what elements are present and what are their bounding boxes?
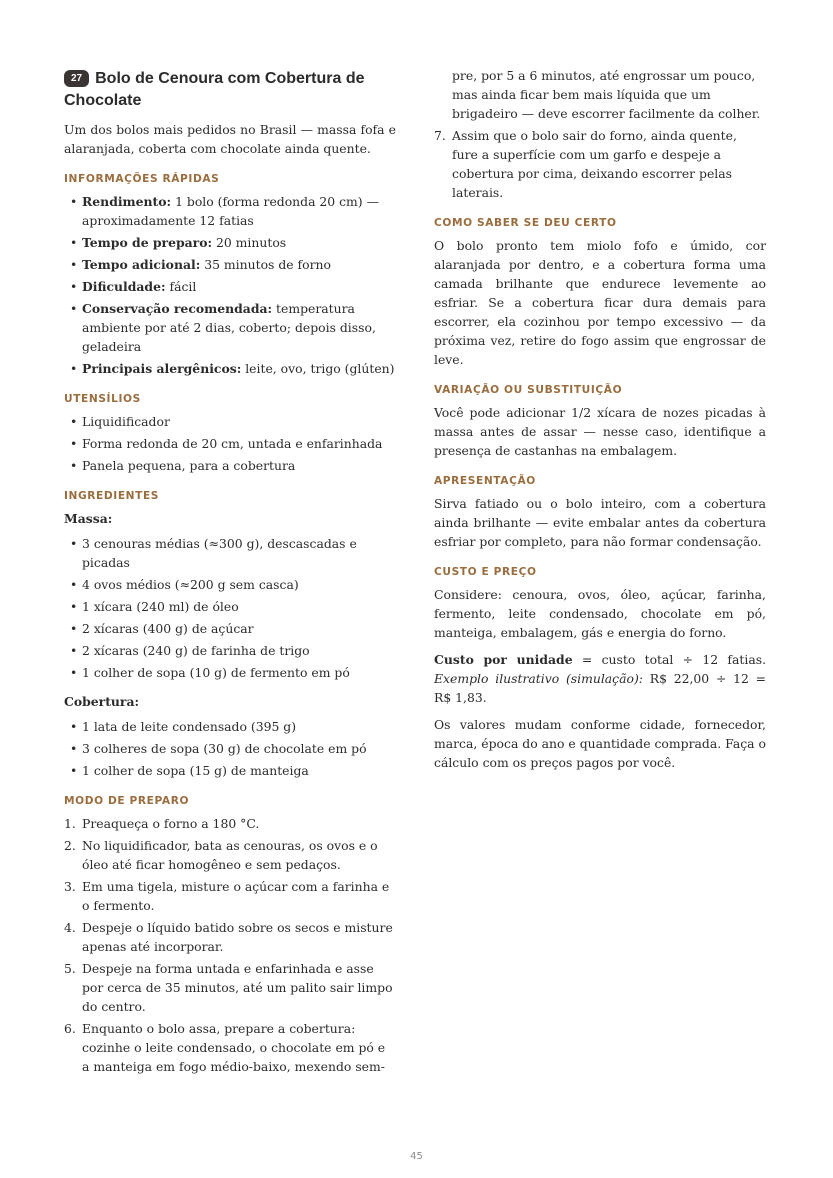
list-item: • Rendimento: 1 bolo (forma redonda 20 cm) — aproximadamente 12 fatias [64,192,396,230]
quick-info-list [64,192,396,378]
list-item: 5. Despeje na forma untada e enfarinhada e asse por cerca de 35 minutos, até um palito sair limpo do centro. [64,961,393,1014]
list-item: 7. Assim que o bolo sair do forno, ainda quente, fure a superfície com um garfo e despeje a cobertura por cima, deixando escorrer pelas laterais. [434,128,737,200]
dough-subheading: Massa: [64,511,113,526]
recipe-intro: Um dos bolos mais pedidos no Brasil — massa fofa e alaranjada, coberta com chocolate ainda quente. [64,122,396,156]
method-steps-list [64,814,396,1076]
list-item: • Conservação recomendada: temperatura ambiente por até 2 dias, coberto; depois disso, geladeira [64,299,396,356]
list-item: • Principais alergênicos: leite, ovo, trigo (glúten) [64,359,396,378]
list-item: • 3 colheres de sopa (30 g) de chocolate em pó [64,739,396,758]
right-column [434,66,766,780]
list-item: • 2 xícaras (400 g) de açúcar [64,619,396,638]
list-item: • 1 lata de leite condensado (395 g) [64,717,396,736]
list-item: • Liquidificador [64,412,396,431]
topping-subheading: Cobertura: [64,694,140,709]
ingredients-heading: INGREDIENTES [64,490,160,502]
list-item: • 2 xícaras (240 g) de farinha de trigo [64,641,396,660]
list-item: 1. Preaqueça o forno a 180 °C. [64,816,260,831]
left-column [64,66,396,1079]
check-heading: COMO SABER SE DEU CERTO [434,217,617,229]
list-item: • Dificuldade: fácil [64,277,396,296]
variation-text: Você pode adicionar 1/2 xícara de nozes picadas à massa antes de assar — nesse caso, identifique a presença de castanhas na embalagem. [434,405,766,458]
cost-formula: Custo por unidade = custo total ÷ 12 fatias. Exemplo ilustrativo (simulação): R$ 22,00 ÷ 12 = R$ 1,83. [434,652,767,705]
list-item: • 1 colher de sopa (10 g) de fermento em pó [64,663,396,682]
topping-list [64,717,396,780]
dough-list [64,534,396,682]
cost-heading: CUSTO E PREÇO [434,566,537,578]
presentation-text: Sirva fatiado ou o bolo inteiro, com a cobertura ainda brilhante — evite embalar antes da cobertura esfriar por completo, para não formar condensação. [434,496,766,549]
presentation-heading: APRESENTAÇÃO [434,475,536,487]
list-item: • 1 xícara (240 ml) de óleo [64,597,396,616]
page-number: 45 [410,1151,423,1162]
recipe-number-badge: 27 [64,70,89,87]
list-item: • 3 cenouras médias (≈300 g), descascadas e picadas [64,534,396,572]
list-item: • Tempo adicional: 35 minutos de forno [64,255,396,274]
list-item: 4. Despeje o líquido batido sobre os secos e misture apenas até incorporar. [64,920,393,954]
list-item: • 1 colher de sopa (15 g) de manteiga [64,761,396,780]
list-item: • 4 ovos médios (≈200 g sem casca) [64,575,396,594]
utensils-heading: UTENSÍLIOS [64,393,141,405]
method-heading: MODO DE PREPARO [64,795,190,807]
list-item: • Forma redonda de 20 cm, untada e enfarinhada [64,434,396,453]
cost-consider-text: Considere: cenoura, ovos, óleo, açúcar, farinha, fermento, leite condensado, chocolate em pó, manteiga, embalagem, gás e energia do forno. [434,587,766,640]
quick-info-heading: INFORMAÇÕES RÁPIDAS [64,173,220,185]
list-item: 3. Em uma tigela, misture o açúcar com a farinha e o fermento. [64,879,390,913]
method-step-continuation: pre, por 5 a 6 minutos, até engrossar um pouco, mas ainda ficar bem mais líquida que um brigadeiro — deve escorrer facilmente da colher. [452,68,761,121]
variation-heading: VARIAÇÃO OU SUBSTITUIÇÃO [434,384,623,396]
list-item: 6. Enquanto o bolo assa, prepare a cobertura: cozinhe o leite condensado, o chocolate em pó e a manteiga em fogo médio-baixo, mexendo sem- [64,1021,386,1074]
list-item: 2. No liquidificador, bata as cenouras, os ovos e o óleo até ficar homogêneo e sem pedaços. [64,838,378,872]
utensils-list [64,412,396,475]
cost-note: Os valores mudam conforme cidade, fornecedor, marca, época do ano e quantidade comprada. Faça o cálculo com os preços pagos por você. [434,717,766,770]
list-item: • Tempo de preparo: 20 minutos [64,233,396,252]
recipe-title-block [64,68,396,112]
method-steps-list-continued [434,126,766,202]
list-item: • Panela pequena, para a cobertura [64,456,396,475]
check-text: O bolo pronto tem miolo fofo e úmido, cor alaranjada por dentro, e a cobertura forma uma camada brilhante que endurece levemente ao esfriar. Se a cobertura ficar dura demais para escorrer, ela cozinhou por tempo excessivo — da próxima vez, retire do fogo assim que engrossar de leve. [434,238,766,367]
recipe-title: Bolo de Cenoura com Cobertura de Chocolate [64,70,365,109]
